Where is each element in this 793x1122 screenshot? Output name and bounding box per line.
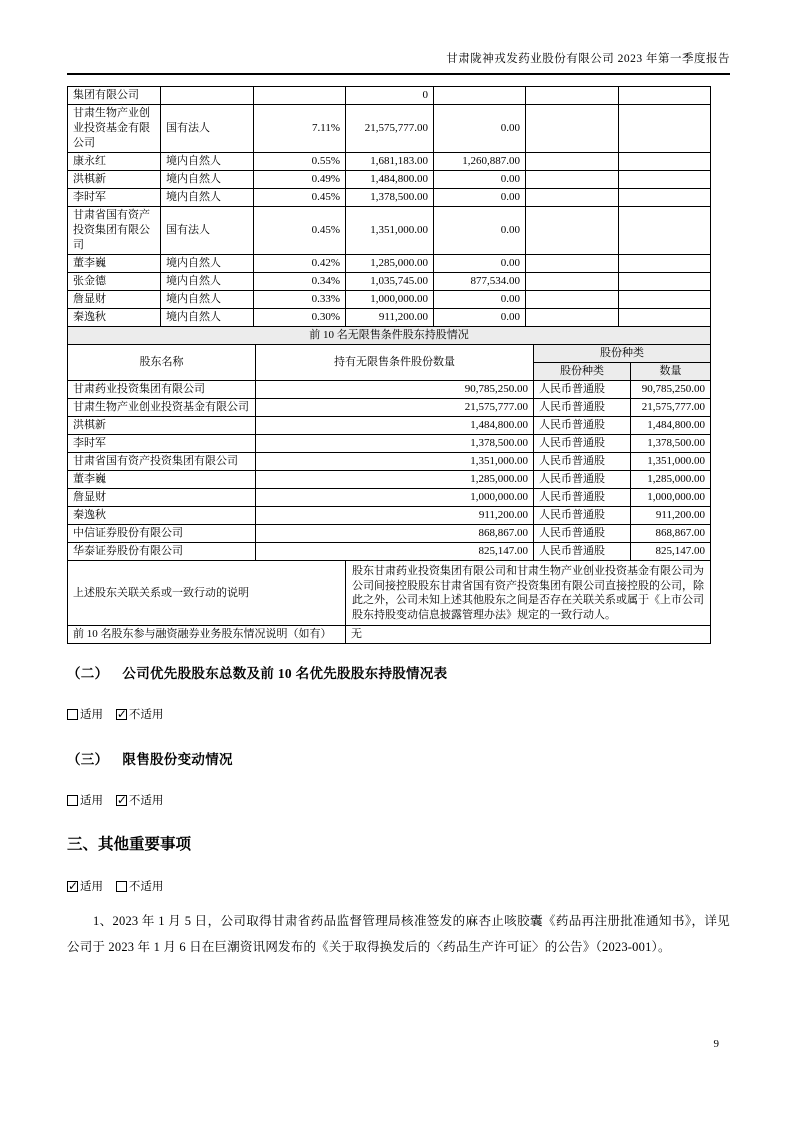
not-applicable-label: 不适用	[128, 881, 164, 893]
restricted-shares-cell: 0.00	[434, 207, 526, 255]
pledge-status-cell	[526, 189, 619, 207]
applicability-line	[67, 878, 730, 894]
holder-name-cell: 甘肃药业投资集团有限公司	[68, 381, 256, 399]
pledge-qty-cell	[619, 291, 711, 309]
shareholding-ratio-cell: 0.33%	[254, 291, 346, 309]
holder-name-cell: 中信证券股份有限公司	[68, 525, 256, 543]
margin-trading-note-text: 无	[346, 626, 711, 644]
shareholder-notes-table	[67, 560, 711, 644]
shareholder-nature-cell: 境内自然人	[161, 189, 254, 207]
section-title: 公司优先股股东总数及前 10 名优先股股东持股情况表	[122, 666, 448, 681]
table-row	[68, 105, 711, 153]
applicable-label: 适用	[80, 795, 103, 807]
table-row	[68, 453, 711, 471]
checkbox-checked-icon	[67, 881, 78, 892]
unrestricted-shares-cell: 1,285,000.00	[256, 471, 534, 489]
share-class-cell: 人民币普通股	[534, 453, 631, 471]
share-count-cell: 1,285,000.00	[631, 471, 711, 489]
pledge-status-cell	[526, 105, 619, 153]
checkbox-checked-icon	[116, 795, 127, 806]
restricted-shares-cell: 0.00	[434, 189, 526, 207]
pledge-status-cell	[526, 291, 619, 309]
shares-held-cell: 1,351,000.00	[346, 207, 434, 255]
pledge-status-cell	[526, 153, 619, 171]
table-row	[68, 381, 711, 399]
page-number: 9	[713, 1038, 719, 1050]
share-class-cell: 人民币普通股	[534, 435, 631, 453]
share-class-cell: 人民币普通股	[534, 381, 631, 399]
shareholder-name-cell: 甘肃生物产业创业投资基金有限公司	[68, 105, 161, 153]
shares-held-cell: 1,681,183.00	[346, 153, 434, 171]
table-row	[68, 626, 711, 644]
section-number: （三）	[67, 752, 109, 767]
other-matters-paragraph: 1、2023 年 1 月 5 日，公司取得甘肃省药品监督管理局核准签发的麻杏止咳胶囊《药品再注册批准通知书》，详见公司于 2023 年 1 月 6 日在巨潮资讯网发布的《关于取得换发后的〈药品生产许可证〉的公告》（2023-001）。	[67, 914, 730, 954]
shareholder-nature-cell: 境内自然人	[161, 153, 254, 171]
shareholder-name-cell: 甘肃省国有资产投资集团有限公司	[68, 207, 161, 255]
shareholder-name-cell: 康永红	[68, 153, 161, 171]
restricted-shares-cell: 0.00	[434, 309, 526, 327]
col-header-holder-name: 股东名称	[68, 345, 256, 381]
table-title: 前 10 名无限售条件股东持股情况	[68, 327, 711, 345]
unrestricted-shares-cell: 1,000,000.00	[256, 489, 534, 507]
share-count-cell: 1,000,000.00	[631, 489, 711, 507]
shareholder-nature-cell: 境内自然人	[161, 309, 254, 327]
share-count-cell: 868,867.00	[631, 525, 711, 543]
col-header-share-class: 股份种类	[534, 363, 631, 381]
table-title-row	[68, 327, 711, 345]
shareholding-ratio-cell: 0.45%	[254, 207, 346, 255]
not-applicable-option	[116, 709, 164, 721]
margin-trading-note-label: 前 10 名股东参与融资融券业务股东情况说明（如有）	[68, 626, 346, 644]
shareholding-ratio-cell	[254, 87, 346, 105]
pledge-status-cell	[526, 309, 619, 327]
table-row	[68, 561, 711, 626]
pledge-status-cell	[526, 207, 619, 255]
pledge-status-cell	[526, 255, 619, 273]
shareholder-nature-cell: 境内自然人	[161, 273, 254, 291]
applicability-line	[67, 706, 730, 722]
holder-name-cell: 詹显财	[68, 489, 256, 507]
table-row	[68, 435, 711, 453]
share-count-cell: 90,785,250.00	[631, 381, 711, 399]
unrestricted-shares-cell: 1,378,500.00	[256, 435, 534, 453]
shareholder-nature-cell: 国有法人	[161, 105, 254, 153]
shareholding-ratio-cell: 0.34%	[254, 273, 346, 291]
unrestricted-holders-table	[67, 326, 711, 561]
section-heading-preferred-shareholders	[67, 662, 730, 682]
shareholding-ratio-cell: 0.55%	[254, 153, 346, 171]
related-party-note-text: 股东甘肃药业投资集团有限公司和甘肃生物产业创业投资基金有限公司为公司间接控股股东甘肃省国有资产投资集团有限公司直接控股的公司，除此之外，公司未知上述其他股东之间是否存在关联关系或属于《上市公司股东持股变动信息披露管理办法》规定的一致行动人。	[346, 561, 711, 626]
shareholding-ratio-cell: 7.11%	[254, 105, 346, 153]
share-count-cell: 21,575,777.00	[631, 399, 711, 417]
pledge-qty-cell	[619, 273, 711, 291]
table-row	[68, 507, 711, 525]
restricted-shares-cell	[434, 87, 526, 105]
share-class-cell: 人民币普通股	[534, 471, 631, 489]
pledge-status-cell	[526, 87, 619, 105]
checkbox-unchecked-icon	[116, 881, 127, 892]
share-count-cell: 825,147.00	[631, 543, 711, 561]
share-class-cell: 人民币普通股	[534, 507, 631, 525]
table-row	[68, 171, 711, 189]
col-header-share-class-group: 股份种类	[534, 345, 711, 363]
table-row	[68, 471, 711, 489]
not-applicable-option	[116, 795, 164, 807]
shares-held-cell: 1,285,000.00	[346, 255, 434, 273]
table-row	[68, 87, 711, 105]
shareholder-name-cell: 李时军	[68, 189, 161, 207]
table-row	[68, 489, 711, 507]
holder-name-cell: 华泰证券股份有限公司	[68, 543, 256, 561]
shareholder-name-cell: 秦逸秋	[68, 309, 161, 327]
shareholder-nature-cell: 境内自然人	[161, 255, 254, 273]
shareholder-name-cell: 洪棋新	[68, 171, 161, 189]
applicable-label: 适用	[80, 881, 103, 893]
applicable-option	[67, 881, 103, 893]
col-header-unrestricted-qty: 持有无限售条件股份数量	[256, 345, 534, 381]
shareholding-ratio-cell: 0.30%	[254, 309, 346, 327]
shares-held-cell: 1,378,500.00	[346, 189, 434, 207]
pledge-qty-cell	[619, 309, 711, 327]
restricted-shares-cell: 1,260,887.00	[434, 153, 526, 171]
pledge-qty-cell	[619, 189, 711, 207]
page-header	[67, 50, 730, 75]
shareholder-nature-cell: 境内自然人	[161, 291, 254, 309]
restricted-shares-cell: 877,534.00	[434, 273, 526, 291]
pledge-qty-cell	[619, 207, 711, 255]
restricted-shares-cell: 0.00	[434, 105, 526, 153]
shares-held-cell: 1,000,000.00	[346, 291, 434, 309]
shareholder-name-cell: 董李巍	[68, 255, 161, 273]
share-class-cell: 人民币普通股	[534, 417, 631, 435]
share-class-cell: 人民币普通股	[534, 525, 631, 543]
section-heading-other-matters: 三、其他重要事项	[67, 836, 192, 853]
shareholder-name-cell: 张金德	[68, 273, 161, 291]
applicable-label: 适用	[80, 709, 103, 721]
holder-name-cell: 秦逸秋	[68, 507, 256, 525]
unrestricted-shares-cell: 825,147.00	[256, 543, 534, 561]
table-row	[68, 207, 711, 255]
unrestricted-shares-cell: 911,200.00	[256, 507, 534, 525]
applicable-option	[67, 795, 103, 807]
shareholder-nature-cell: 境内自然人	[161, 171, 254, 189]
holder-name-cell: 李时军	[68, 435, 256, 453]
shareholding-ratio-cell: 0.49%	[254, 171, 346, 189]
table-row	[68, 417, 711, 435]
unrestricted-shares-cell: 1,351,000.00	[256, 453, 534, 471]
shareholder-nature-cell	[161, 87, 254, 105]
section-number: （二）	[67, 666, 109, 681]
pledge-qty-cell	[619, 171, 711, 189]
pledge-status-cell	[526, 171, 619, 189]
pledge-qty-cell	[619, 105, 711, 153]
top10-shareholders-table	[67, 86, 711, 327]
table-row	[68, 189, 711, 207]
unrestricted-shares-cell: 1,484,800.00	[256, 417, 534, 435]
pledge-qty-cell	[619, 87, 711, 105]
shareholding-ratio-cell: 0.42%	[254, 255, 346, 273]
shareholder-name-cell: 詹显财	[68, 291, 161, 309]
table-row	[68, 273, 711, 291]
table-row	[68, 309, 711, 327]
holder-name-cell: 董李巍	[68, 471, 256, 489]
not-applicable-label: 不适用	[128, 709, 164, 721]
share-class-cell: 人民币普通股	[534, 399, 631, 417]
share-class-cell: 人民币普通股	[534, 489, 631, 507]
applicability-line	[67, 792, 730, 808]
report-title: 甘肃陇神戎发药业股份有限公司 2023 年第一季度报告	[446, 53, 730, 65]
shares-held-cell: 0	[346, 87, 434, 105]
table-row	[68, 291, 711, 309]
not-applicable-option	[116, 881, 164, 893]
unrestricted-shares-cell: 21,575,777.00	[256, 399, 534, 417]
section-title: 限售股份变动情况	[122, 752, 233, 767]
holder-name-cell: 洪棋新	[68, 417, 256, 435]
unrestricted-shares-cell: 90,785,250.00	[256, 381, 534, 399]
shares-held-cell: 1,484,800.00	[346, 171, 434, 189]
not-applicable-label: 不适用	[128, 795, 164, 807]
table-row	[68, 543, 711, 561]
col-header-count: 数量	[631, 363, 711, 381]
shares-held-cell: 21,575,777.00	[346, 105, 434, 153]
share-count-cell: 1,351,000.00	[631, 453, 711, 471]
holder-name-cell: 甘肃生物产业创业投资基金有限公司	[68, 399, 256, 417]
shares-held-cell: 1,035,745.00	[346, 273, 434, 291]
pledge-qty-cell	[619, 255, 711, 273]
pledge-status-cell	[526, 273, 619, 291]
section-heading-restricted-shares	[67, 748, 730, 768]
share-count-cell: 1,484,800.00	[631, 417, 711, 435]
unrestricted-shares-cell: 868,867.00	[256, 525, 534, 543]
shares-held-cell: 911,200.00	[346, 309, 434, 327]
holder-name-cell: 甘肃省国有资产投资集团有限公司	[68, 453, 256, 471]
share-class-cell: 人民币普通股	[534, 543, 631, 561]
shareholder-name-cell: 集团有限公司	[68, 87, 161, 105]
table-row	[68, 255, 711, 273]
share-count-cell: 1,378,500.00	[631, 435, 711, 453]
shareholding-ratio-cell: 0.45%	[254, 189, 346, 207]
checkbox-unchecked-icon	[67, 795, 78, 806]
shareholder-nature-cell: 国有法人	[161, 207, 254, 255]
pledge-qty-cell	[619, 153, 711, 171]
table-row	[68, 399, 711, 417]
restricted-shares-cell: 0.00	[434, 171, 526, 189]
table-row	[68, 153, 711, 171]
table-header-row	[68, 345, 711, 363]
related-party-note-label: 上述股东关联关系或一致行动的说明	[68, 561, 346, 626]
share-count-cell: 911,200.00	[631, 507, 711, 525]
table-row	[68, 525, 711, 543]
restricted-shares-cell: 0.00	[434, 291, 526, 309]
restricted-shares-cell: 0.00	[434, 255, 526, 273]
applicable-option	[67, 709, 103, 721]
checkbox-checked-icon	[116, 709, 127, 720]
checkbox-unchecked-icon	[67, 709, 78, 720]
